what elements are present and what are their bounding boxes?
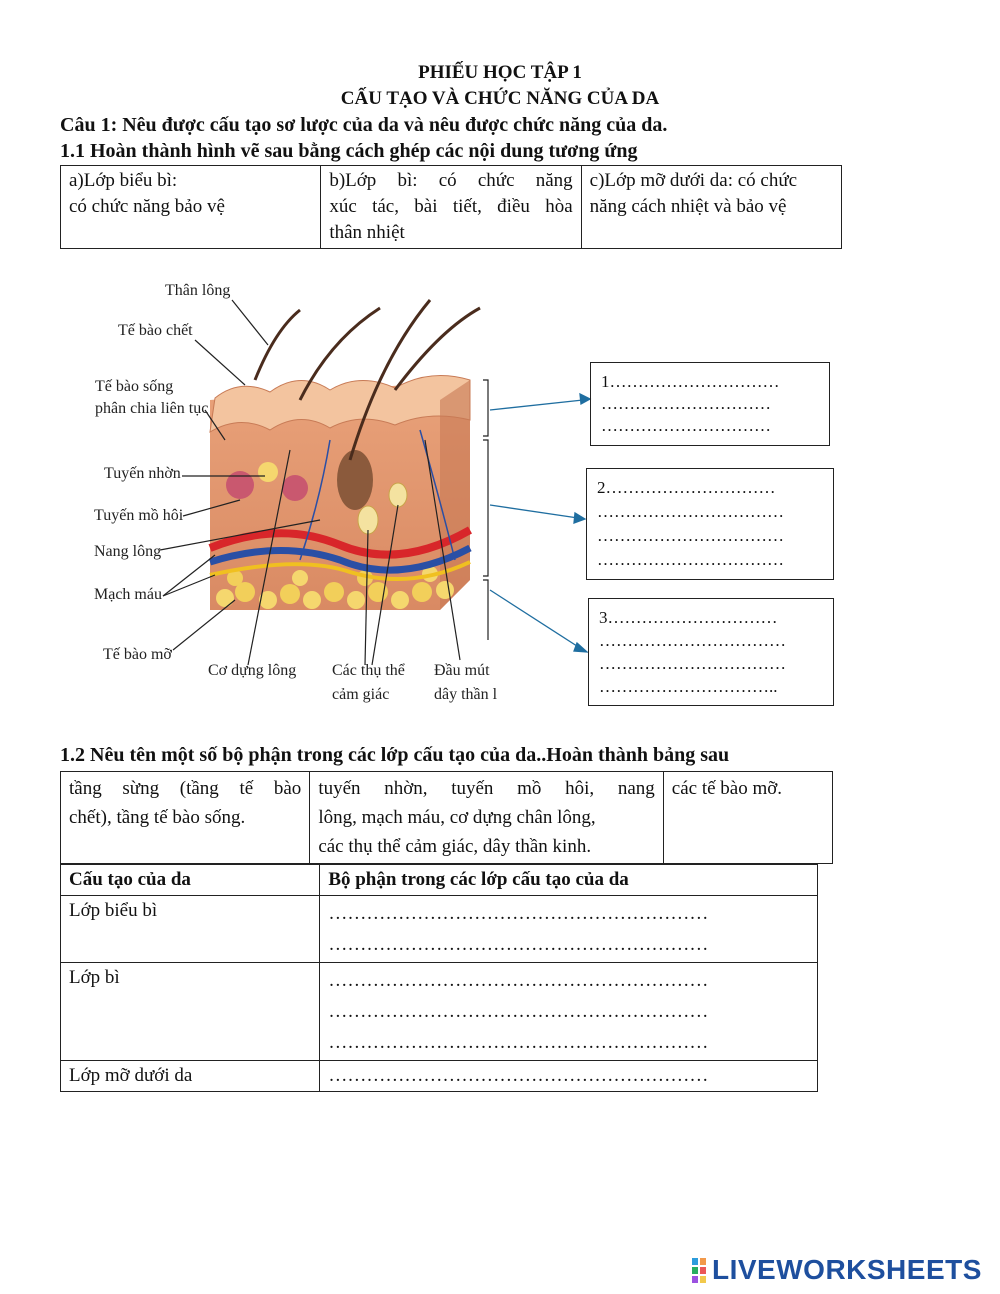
part-dermis[interactable]: tuyến nhờn, tuyến mồ hôi, nang lông, mạch máu, cơ dựng chân lông, các thụ thể cảm giác, dây thần kinh. (310, 772, 663, 864)
label-nerve-endings-1: Đầu mút (434, 662, 490, 679)
row-name-subcutaneous: Lớp mỡ dưới da (61, 1061, 320, 1092)
label-dead-cells: Tế bào chết (118, 322, 193, 339)
label-blood-vessels: Mạch máu (94, 586, 162, 603)
part-fat[interactable]: các tế bào mỡ. (663, 772, 832, 864)
option-a[interactable]: a)Lớp biểu bì: có chức năng bảo vệ (61, 166, 321, 249)
parts-table (60, 771, 833, 864)
liveworksheets-logo-icon (692, 1258, 714, 1284)
liveworksheets-brand[interactable]: LIVEWORKSHEETS (712, 1254, 982, 1285)
label-receptors-2: cảm giác (332, 686, 390, 703)
header-parts: Bộ phận trong các lớp cấu tạo của da (320, 865, 818, 896)
answer-box-1[interactable]: 1………………………… ………………………… ………………………… (590, 362, 830, 446)
header-structure: Cấu tạo của da (61, 865, 320, 896)
label-hair-shaft: Thân lông (165, 282, 231, 299)
sebaceous-gland (258, 462, 278, 482)
hair-follicle (337, 450, 373, 510)
row-answer-dermis[interactable]: …………………………………………………… …………………………………………………… …………………………………………………… (320, 963, 818, 1061)
label-arrector-pili: Cơ dựng lông (208, 662, 297, 679)
label-fat-cells: Tế bào mỡ (103, 646, 172, 663)
worksheet-title: PHIẾU HỌC TẬP 1 (418, 62, 582, 83)
label-hair-follicle: Nang lông (94, 543, 162, 560)
option-c[interactable]: c)Lớp mỡ dưới da: có chức năng cách nhiệt và bảo vệ (581, 166, 841, 249)
answer-box-2[interactable]: 2………………………… …………………………… …………………………… …………………………… (586, 468, 834, 580)
answer-box-3[interactable]: 3………………………… …………………………… …………………………… ………………………….. (588, 598, 834, 706)
label-sweat-gland: Tuyến mồ hôi (94, 507, 184, 524)
label-living-cells-2: phân chia liên tục (95, 400, 209, 417)
label-living-cells-1: Tế bào sống (95, 378, 174, 395)
option-b[interactable]: b)Lớp bì: có chức năng xúc tác, bài tiết, điều hòa thân nhiệt (321, 166, 581, 249)
row-answer-subcutaneous[interactable]: …………………………………………………… (320, 1061, 818, 1092)
sweat-gland (226, 471, 254, 499)
section-1-1-heading: 1.1 Hoàn thành hình vẽ sau bằng cách ghép các nội dung tương ứng (60, 140, 638, 162)
worksheet-subtitle: CẤU TẠO VÀ CHỨC NĂNG CỦA DA (340, 88, 660, 109)
part-epidermis[interactable]: tầng sừng (tầng tế bào chết), tầng tế bào sống. (61, 772, 310, 864)
question-1: Câu 1: Nêu được cấu tạo sơ lược của da và nêu được chức năng của da. (60, 114, 668, 136)
row-name-epidermis: Lớp biểu bì (61, 896, 320, 963)
row-answer-epidermis[interactable]: …………………………………………………… …………………………………………………… (320, 896, 818, 963)
label-receptors-1: Các thụ thể (332, 662, 405, 679)
label-nerve-endings-2: dây thần l (434, 686, 498, 703)
structure-table (60, 864, 818, 1092)
label-sebaceous-gland: Tuyến nhờn (104, 465, 181, 482)
row-name-dermis: Lớp bì (61, 963, 320, 1061)
section-1-2-heading: 1.2 Nêu tên một số bộ phận trong các lớp cấu tạo của da..Hoàn thành bảng sau (60, 744, 730, 766)
